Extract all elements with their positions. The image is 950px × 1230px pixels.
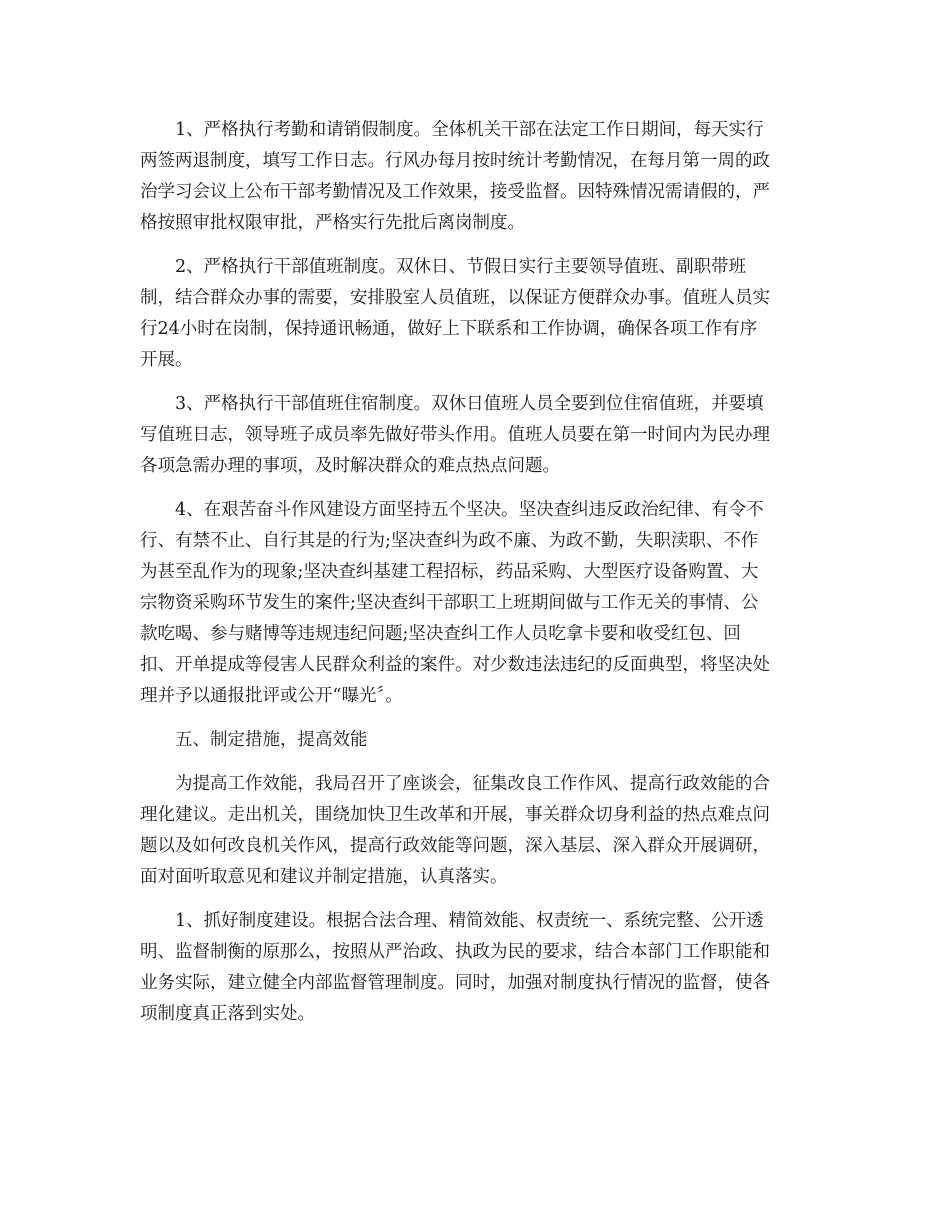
- text-line: 3、严格执行干部值班住宿制度。双休日值班人员全要到位住宿值班，并要填: [175, 394, 764, 414]
- text-line: 款吃喝、参与赌博等违规违纪问题;坚决查纠工作人员吃拿卡要和收受红包、回: [140, 624, 741, 644]
- text-line: 业务实际，建立健全内部监督管理制度。同时，加强对制度执行情况的监督，使各: [140, 973, 770, 993]
- text-line: 面对面听取意见和建议并制定措施，认真落实。: [140, 867, 508, 887]
- section-heading-measures: [140, 725, 816, 756]
- text-line: 扣、开单提成等侵害人民群众利益的案件。对少数违法违纪的反面典型，将坚决处: [140, 655, 770, 675]
- text-line: 为甚至乱作为的现象;坚决查纠基建工程招标，药品采购、大型医疗设备购置、大: [140, 562, 759, 582]
- text-line: 理化建议。走出机关，围绕加快卫生改革和开展，事关群众切身利益的热点难点问: [140, 805, 770, 825]
- text-line: 2、严格执行干部值班制度。双休日、节假日实行主要领导值班、副职带班: [175, 257, 747, 277]
- paragraph-duty-lodging-system: [140, 389, 816, 482]
- paragraph-five-resolutions: [140, 495, 816, 712]
- text-line: 五、制定措施，提高效能: [175, 730, 368, 750]
- paragraph-efficiency: [140, 769, 816, 893]
- text-line: 各项急需办理的事项，及时解决群众的难点热点问题。: [140, 456, 560, 476]
- text-line: 宗物资采购环节发生的案件;坚决查纠干部职工上班期间做与工作无关的事情、公: [140, 593, 759, 613]
- text-line: 开展。: [140, 350, 193, 370]
- text-line: 理并予以通报批评或公开“曝光〞。: [140, 686, 403, 706]
- text-line: 项制度真正落到实处。: [140, 1004, 315, 1024]
- text-line: 题以及如何改良机关作风，提高行政效能等问题，深入基层、深入群众开展调研，: [140, 836, 770, 856]
- text-line: 格按照审批权限审批，严格实行先批后离岗制度。: [140, 213, 525, 233]
- text-line: 行、有禁不止、自行其是的行为;坚决查纠为政不廉、为政不勤，失职渎职、不作: [140, 531, 759, 551]
- text-line: 两签两退制度，填写工作日志。行风办每月按时统计考勤情况，在每月第一周的政: [140, 151, 770, 171]
- paragraph-institution-building: [140, 906, 816, 1030]
- text-line: 为提高工作效能，我局召开了座谈会，征集改良工作作风、提高行政效能的合: [175, 774, 770, 794]
- text-line: 明、监督制衡的原那么，按照从严治政、执政为民的要求，结合本部门工作职能和: [140, 942, 770, 962]
- paragraph-duty-system: [140, 252, 816, 376]
- text-line: 制，结合群众办事的需要，安排股室人员值班，以保证方便群众办事。值班人员实: [140, 288, 770, 308]
- text-line: 1、严格执行考勤和请销假制度。全体机关干部在法定工作日期间，每天实行: [175, 120, 764, 140]
- document-body: [140, 115, 816, 1043]
- text-line: 行24小时在岗制，保持通讯畅通，做好上下联系和工作协调，确保各项工作有序: [140, 319, 758, 339]
- text-line: 4、在艰苦奋斗作风建设方面坚持五个坚决。坚决查纠违反政治纪律、有令不: [175, 500, 764, 520]
- paragraph-attendance-system: [140, 115, 816, 239]
- text-line: 治学习会议上公布干部考勤情况及工作效果，接受监督。因特殊情况需请假的，严: [140, 182, 770, 202]
- text-line: 写值班日志，领导班子成员率先做好带头作用。值班人员要在第一时间内为民办理: [140, 425, 770, 445]
- text-line: 1、抓好制度建设。根据合法合理、精简效能、权责统一、系统完整、公开透: [175, 911, 764, 931]
